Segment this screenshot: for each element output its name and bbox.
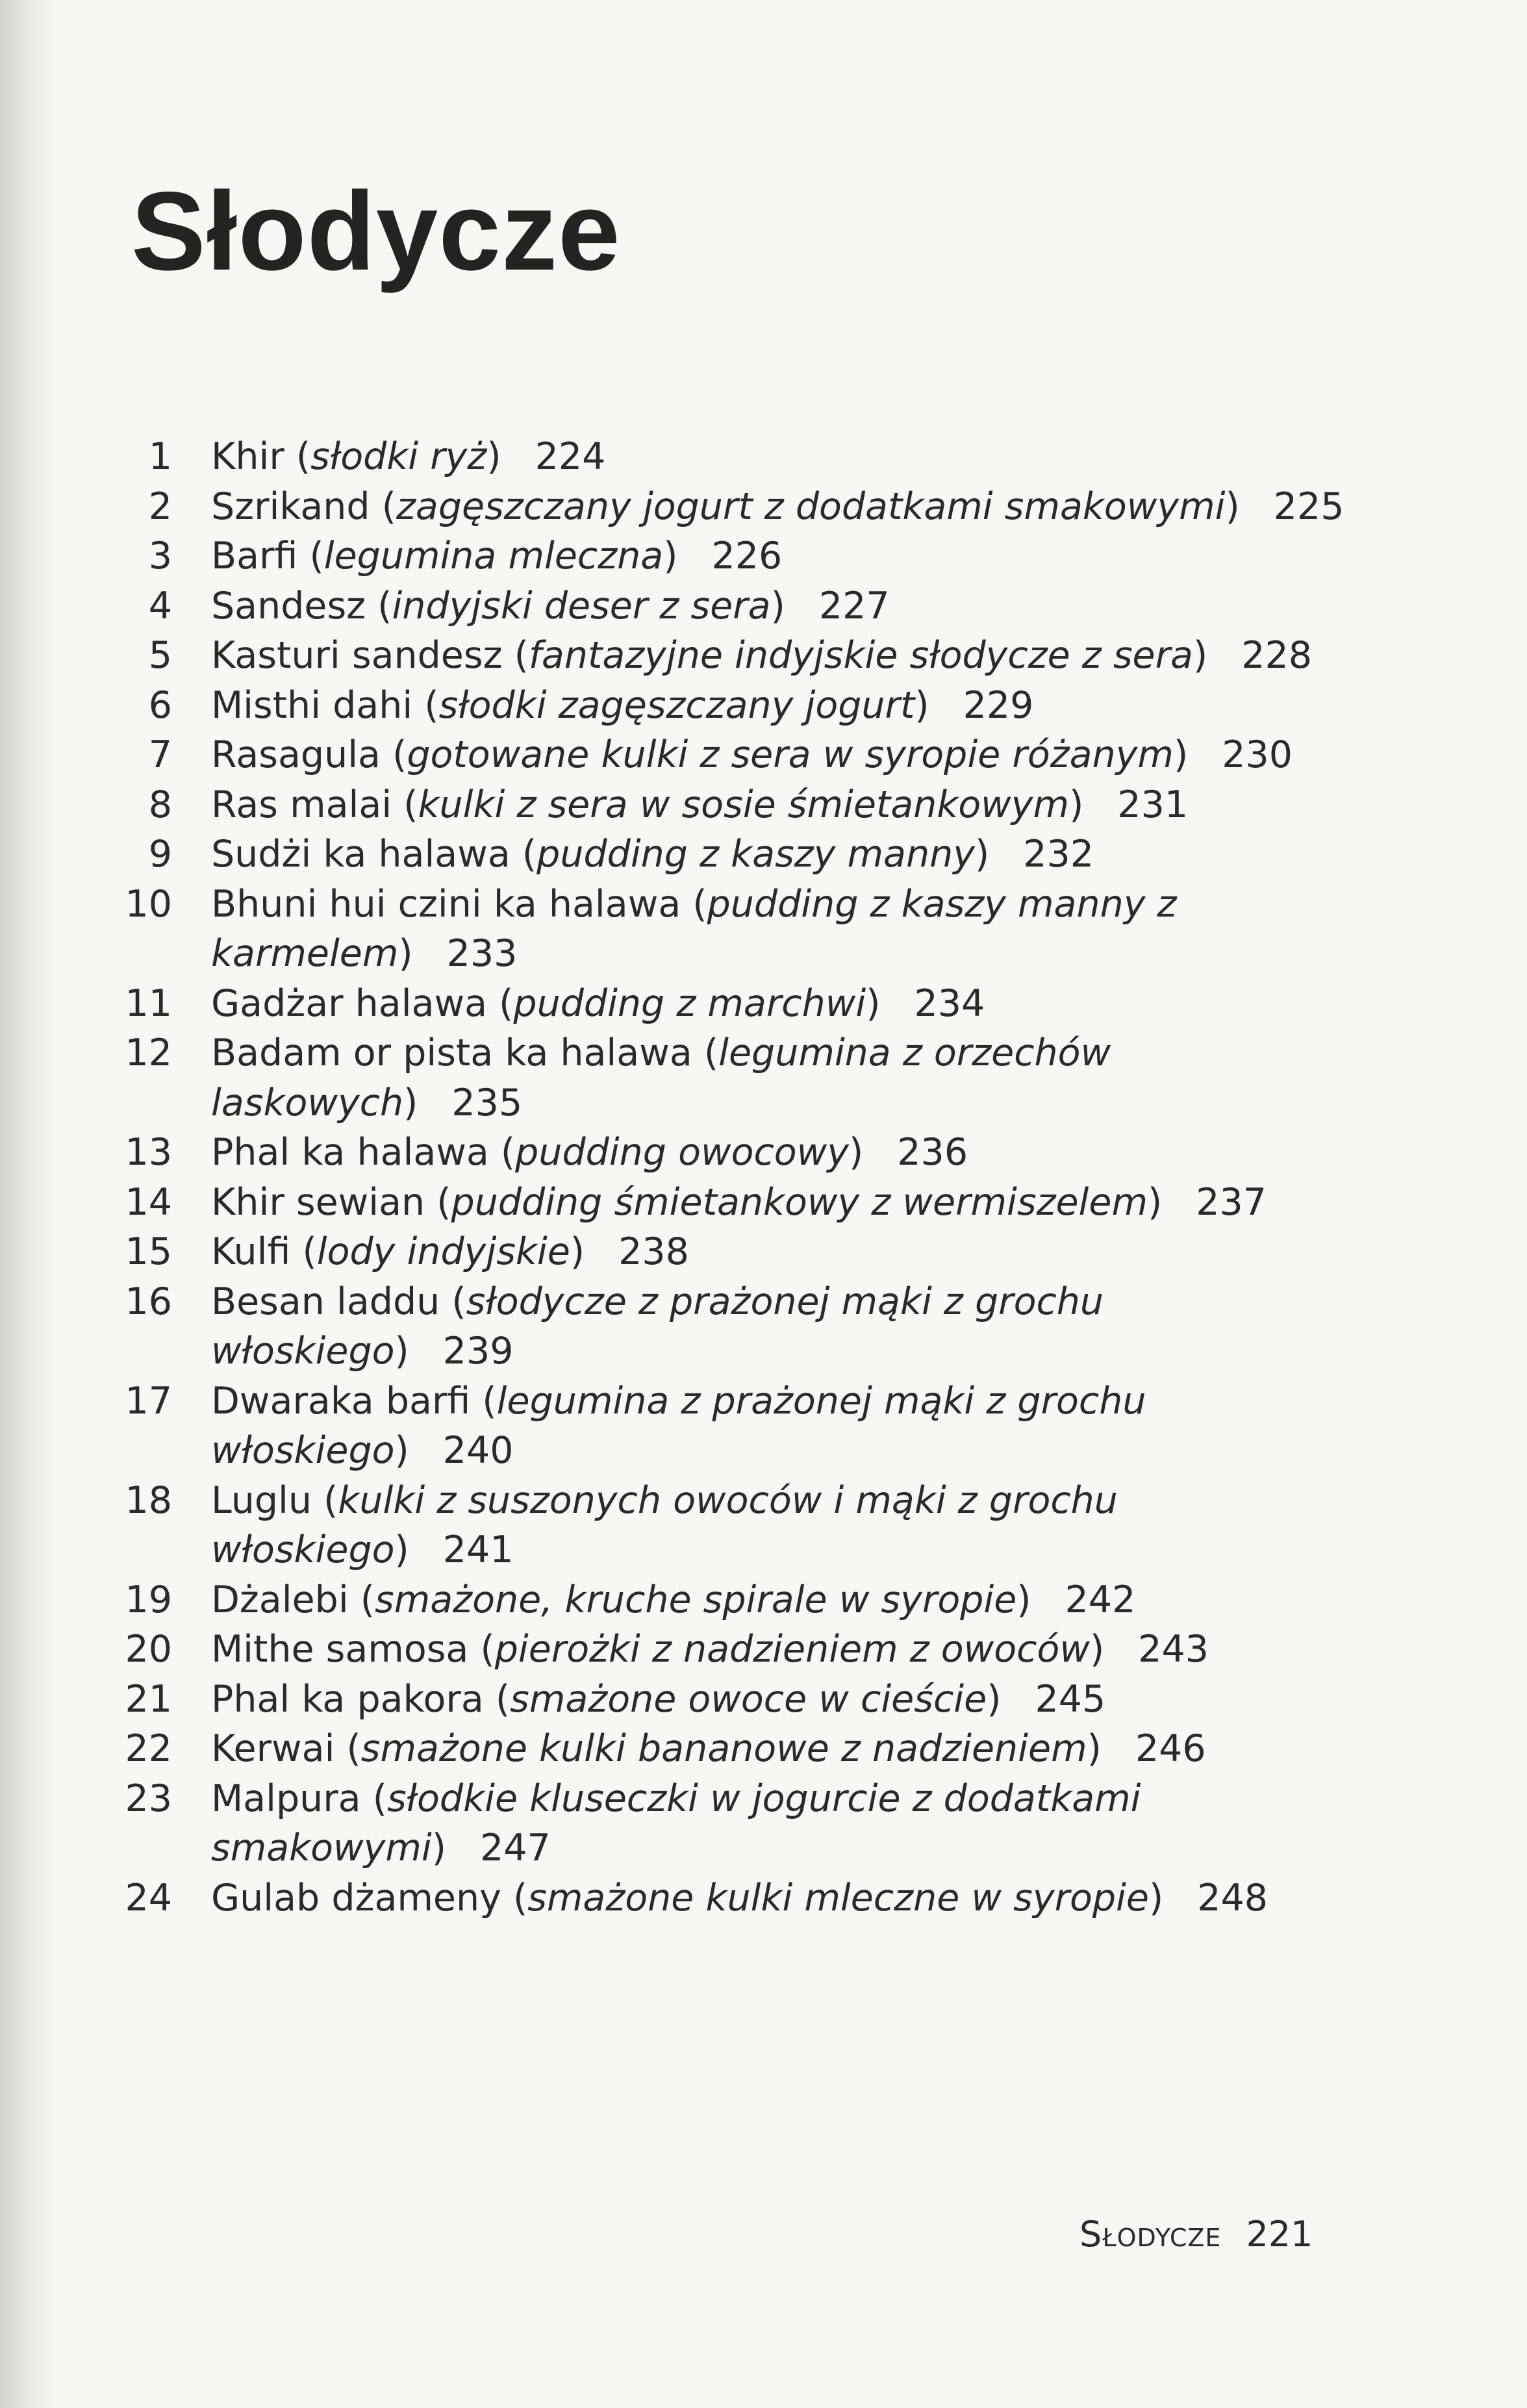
recipe-entry: Kasturi sandesz (fantazyjne indyjskie słodycze z sera) 228 (211, 634, 1313, 677)
recipe-description: legumina z orzechów laskowych (211, 1032, 1111, 1124)
recipe-description: legumina z prażonej mąki z grochu włoskiego (211, 1379, 1146, 1472)
recipe-name: Kulfi (211, 1230, 291, 1273)
recipe-list-item (117, 1625, 1416, 1675)
recipe-name: Phal ka halawa (211, 1131, 489, 1174)
recipe-number: 17 (125, 1379, 172, 1423)
recipe-list-item (117, 979, 1416, 1029)
recipe-page-number: 248 (1197, 1876, 1268, 1920)
recipe-page-number: 228 (1241, 634, 1313, 677)
recipe-page-number: 243 (1138, 1628, 1209, 1671)
recipe-page-number: 238 (618, 1230, 689, 1273)
recipe-page-number: 241 (442, 1528, 514, 1571)
recipe-list-item (117, 1178, 1416, 1228)
recipe-entry: Gadżar halawa (pudding z marchwi) 234 (211, 982, 985, 1025)
recipe-page-number: 230 (1222, 733, 1293, 776)
recipe-description: smażone, kruche spirale w syropie (375, 1578, 1017, 1621)
recipe-entry: Malpura (słodkie kluseczki w jogurcie z dodatkami smakowymi) 247 (211, 1777, 1141, 1869)
recipe-number: 2 (148, 485, 172, 528)
recipe-entry: Kulfi (lody indyjskie) 238 (211, 1230, 689, 1273)
recipe-page-number: 234 (914, 982, 985, 1025)
recipe-entry: Besan laddu (słodycze z prażonej mąki z grochu włoskiego) 239 (211, 1280, 1104, 1373)
running-footer (1079, 2214, 1313, 2255)
recipe-number: 10 (125, 882, 172, 926)
recipe-name: Misthi dahi (211, 683, 413, 727)
recipe-page-number: 242 (1065, 1578, 1136, 1621)
recipe-entry: Badam or pista ka halawa (legumina z orzechów laskowych) 235 (211, 1032, 1111, 1124)
recipe-description: smażone owoce w cieście (510, 1677, 987, 1721)
recipe-entry: Rasagula (gotowane kulki z sera w syropie różanym) 230 (211, 733, 1293, 776)
recipe-description: słodkie kluseczki w jogurcie z dodatkami smakowymi (211, 1777, 1141, 1869)
recipe-entry: Dwaraka barfi (legumina z prażonej mąki z grochu włoskiego) 240 (211, 1379, 1146, 1472)
recipe-description: zagęszczany jogurt z dodatkami smakowymi (396, 485, 1226, 528)
recipe-number: 24 (125, 1876, 172, 1920)
recipe-description: słodycze z prażonej mąki z grochu włoskiego (211, 1280, 1104, 1373)
recipe-description: pierożki z nadzieniem z owoców (494, 1628, 1090, 1671)
recipe-number: 16 (125, 1280, 172, 1323)
recipe-entry: Khir (słodki ryż) 224 (211, 435, 606, 478)
recipe-page-number: 239 (442, 1330, 514, 1373)
recipe-list-item (117, 1476, 1416, 1575)
recipe-number: 11 (125, 982, 172, 1025)
recipe-number: 18 (125, 1478, 172, 1522)
recipe-number: 8 (148, 783, 172, 826)
recipe-list-item (117, 830, 1416, 880)
recipe-description: słodki zagęszczany jogurt (438, 683, 915, 727)
recipe-page-number: 225 (1273, 485, 1344, 528)
recipe-name: Phal ka pakora (211, 1677, 484, 1721)
recipe-name: Bhuni hui czini ka halawa (211, 882, 681, 926)
recipe-number: 12 (125, 1032, 172, 1074)
recipe-name: Badam or pista ka halawa (211, 1032, 692, 1074)
recipe-name: Mithe samosa (211, 1628, 469, 1671)
recipe-number: 7 (148, 733, 172, 776)
recipe-name: Kerwai (211, 1727, 335, 1770)
recipe-number: 20 (125, 1628, 172, 1671)
recipe-number: 5 (148, 634, 172, 677)
recipe-name: Kasturi sandesz (211, 634, 503, 677)
recipe-number: 9 (148, 833, 172, 876)
recipe-description: pudding śmietankowy z wermiszelem (451, 1180, 1148, 1224)
recipe-number: 14 (125, 1180, 172, 1224)
recipe-entry: Mithe samosa (pierożki z nadzieniem z owoców) 243 (211, 1628, 1209, 1671)
recipe-page-number: 240 (442, 1429, 514, 1472)
recipe-entry: Phal ka pakora (smażone owoce w cieście) 245 (211, 1677, 1106, 1721)
recipe-description: smażone kulki bananowe z nadzieniem (360, 1727, 1087, 1770)
recipe-list-item (117, 1873, 1416, 1923)
recipe-name: Sudżi ka halawa (211, 833, 511, 876)
recipe-list-item (117, 1575, 1416, 1625)
recipe-description: lody indyjskie (316, 1230, 570, 1273)
recipe-entry: Dżalebi (smażone, kruche spirale w syropie) 242 (211, 1578, 1136, 1621)
recipe-description: pudding owocowy (515, 1131, 850, 1174)
recipe-list-item (117, 1227, 1416, 1277)
recipe-number: 21 (125, 1677, 172, 1721)
page-title: Słodycze (131, 169, 621, 294)
recipe-list-item (117, 1128, 1416, 1178)
page-gutter-shadow (0, 0, 58, 2408)
recipe-description: kulki z sera w sosie śmietankowym (418, 783, 1070, 826)
recipe-number: 13 (125, 1131, 172, 1174)
recipe-list-item (117, 730, 1416, 780)
recipe-list-item (117, 681, 1416, 731)
recipe-description: kulki z suszonych owoców i mąki z grochu włoskiego (211, 1478, 1118, 1571)
recipe-number: 23 (125, 1777, 172, 1820)
recipe-name: Khir (211, 435, 284, 478)
recipe-name: Gulab dżameny (211, 1876, 501, 1920)
recipe-page-number: 229 (963, 683, 1034, 727)
recipe-name: Khir sewian (211, 1180, 425, 1224)
recipe-number: 15 (125, 1230, 172, 1273)
recipe-name: Ras malai (211, 783, 392, 826)
recipe-description: legumina mleczna (323, 535, 664, 577)
recipe-name: Dżalebi (211, 1578, 349, 1621)
recipe-page-number: 226 (711, 535, 783, 577)
recipe-name: Rasagula (211, 733, 381, 776)
recipe-page-number: 236 (897, 1131, 968, 1174)
recipe-number: 19 (125, 1578, 172, 1621)
recipe-page-number: 245 (1035, 1677, 1106, 1721)
recipe-list-item (117, 880, 1416, 979)
recipe-page-number: 237 (1196, 1180, 1267, 1224)
recipe-entry: Khir sewian (pudding śmietankowy z wermiszelem) 237 (211, 1180, 1267, 1224)
recipe-description: słodki ryż (310, 435, 487, 478)
recipe-number: 4 (148, 584, 172, 627)
recipe-entry: Szrikand (zagęszczany jogurt z dodatkami smakowymi) 225 (211, 485, 1344, 528)
recipe-description: gotowane kulki z sera w syropie różanym (407, 733, 1174, 776)
recipe-list (117, 432, 1416, 1923)
recipe-list-item (117, 1724, 1416, 1774)
recipe-entry: Ras malai (kulki z sera w sosie śmietankowym) 231 (211, 783, 1189, 826)
recipe-number: 3 (148, 535, 172, 577)
recipe-entry: Bhuni hui czini ka halawa (pudding z kaszy manny z karmelem) 233 (211, 882, 1177, 975)
recipe-page-number: 246 (1135, 1727, 1206, 1770)
recipe-entry: Phal ka halawa (pudding owocowy) 236 (211, 1131, 968, 1174)
footer-section-label: Słodycze (1079, 2214, 1222, 2255)
recipe-name: Barfi (211, 535, 298, 577)
recipe-name: Malpura (211, 1777, 361, 1820)
recipe-entry: Kerwai (smażone kulki bananowe z nadzieniem) 246 (211, 1727, 1206, 1770)
recipe-entry: Barfi (legumina mleczna) 226 (211, 535, 783, 577)
recipe-page-number: 247 (480, 1827, 551, 1869)
footer-page-number: 221 (1246, 2214, 1313, 2255)
recipe-number: 22 (125, 1727, 172, 1770)
recipe-name: Szrikand (211, 485, 370, 528)
recipe-description: smażone kulki mleczne w syropie (527, 1876, 1149, 1920)
recipe-entry: Misthi dahi (słodki zagęszczany jogurt) 229 (211, 683, 1034, 727)
recipe-description: pudding z kaszy manny z karmelem (211, 882, 1177, 975)
recipe-page-number: 227 (818, 584, 890, 627)
recipe-list-item (117, 581, 1416, 631)
recipe-name: Dwaraka barfi (211, 1379, 471, 1423)
recipe-description: pudding z kaszy manny (536, 833, 975, 876)
recipe-page-number: 224 (535, 435, 606, 478)
recipe-list-item (117, 1675, 1416, 1725)
recipe-description: fantazyjne indyjskie słodycze z sera (528, 634, 1193, 677)
recipe-name: Luglu (211, 1478, 312, 1522)
recipe-entry: Sudżi ka halawa (pudding z kaszy manny) 232 (211, 833, 1094, 876)
recipe-list-item (117, 482, 1416, 532)
recipe-page-number: 232 (1023, 833, 1094, 876)
recipe-description: pudding z marchwi (513, 982, 866, 1025)
recipe-entry: Sandesz (indyjski deser z sera) 227 (211, 584, 890, 627)
recipe-entry: Luglu (kulki z suszonych owoców i mąki z grochu włoskiego) 241 (211, 1478, 1118, 1571)
recipe-description: indyjski deser z sera (392, 584, 771, 627)
recipe-name: Besan laddu (211, 1280, 440, 1323)
recipe-list-item (117, 1028, 1416, 1128)
recipe-name: Gadżar halawa (211, 982, 488, 1025)
recipe-page-number: 235 (451, 1081, 523, 1124)
recipe-number: 6 (148, 683, 172, 727)
recipe-entry: Gulab dżameny (smażone kulki mleczne w syropie) 248 (211, 1876, 1268, 1920)
recipe-list-item (117, 780, 1416, 830)
recipe-list-item (117, 631, 1416, 681)
recipe-list-item (117, 432, 1416, 482)
recipe-list-item (117, 1774, 1416, 1873)
recipe-page-number: 233 (446, 932, 518, 975)
recipe-name: Sandesz (211, 584, 366, 627)
recipe-number: 1 (148, 435, 172, 478)
recipe-list-item (117, 1376, 1416, 1476)
recipe-page-number: 231 (1117, 783, 1189, 826)
recipe-list-item (117, 1277, 1416, 1376)
recipe-list-item (117, 531, 1416, 581)
